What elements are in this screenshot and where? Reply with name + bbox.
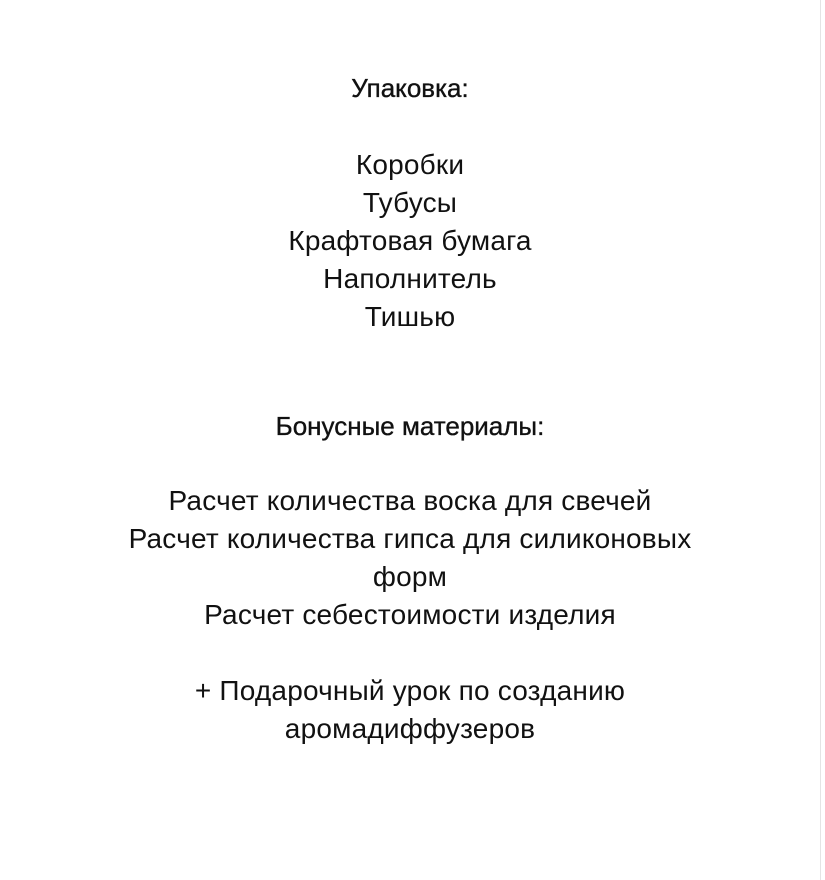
packaging-heading: Упаковка: [351,73,469,103]
packaging-item: Крафтовая бумага [288,225,532,256]
packaging-section-header [0,72,820,104]
packaging-item: Тубусы [362,187,458,218]
packaging-list [0,146,820,336]
gift-line: аромадиффузеров [284,713,536,744]
packaging-item: Наполнитель [323,263,497,294]
bonus-line: Расчет количества воска для свечей [168,485,652,516]
bonus-line: Расчет количества гипса для силиконовых [128,523,692,554]
bonus-section-header [0,410,820,442]
bonus-line: форм [372,561,448,592]
bonus-heading: Бонусные материалы: [275,411,545,441]
bonus-line: Расчет себестоимости изделия [204,599,616,630]
gift-line: + Подарочный урок по созданию [194,675,626,706]
packaging-item: Коробки [355,149,465,180]
gift-lesson-note [0,672,820,748]
packaging-item: Тишью [364,301,456,332]
bonus-list [0,482,820,634]
